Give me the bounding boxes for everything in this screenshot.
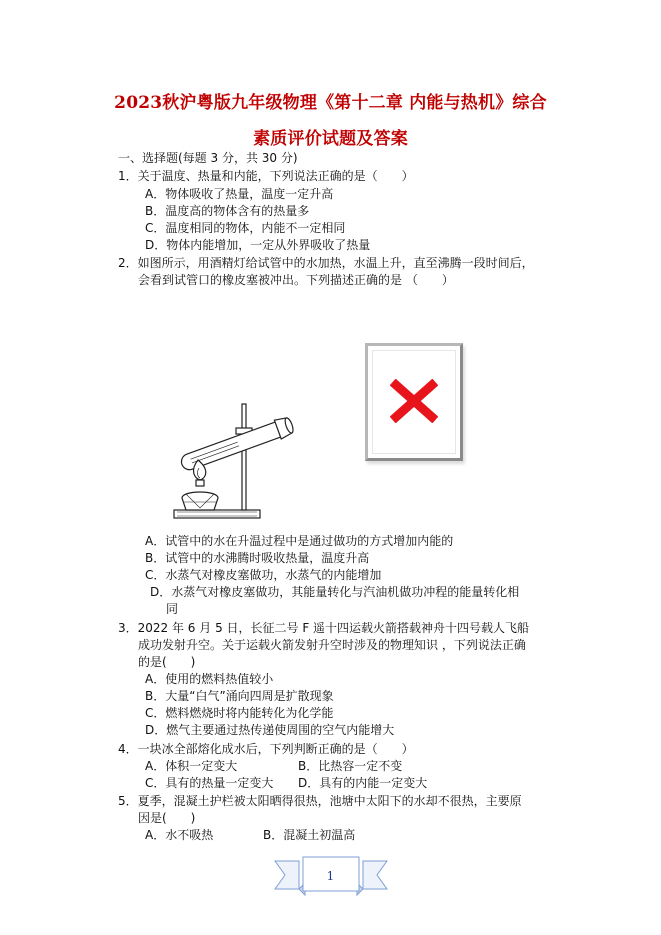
section-heading: 一、选择题(每题 3 分，共 30 分) [118,151,298,165]
red-x-icon [390,379,438,423]
question-2-option-d: D．水蒸气对橡皮塞做功，其能量转化与汽油机做功冲程的能量转化相 [150,585,520,599]
alcohol-lamp [182,480,218,510]
question-3-stem-line-2: 成功发射升空。关于运载火箭发射升空时涉及的物理知识 ，下列说法正确 [138,638,526,652]
question-4-option-b: B．比热容一定不变 [298,759,403,773]
question-3-stem-line-3: 的是( ) [138,655,196,669]
page-number: 1 [326,869,335,883]
document-title-line-2: 素质评价试题及答案 [253,129,408,149]
question-2-option-b: B．试管中的水沸腾时吸收热量，温度升高 [145,551,370,565]
question-4-option-d: D．具有的内能一定变大 [298,776,428,790]
broken-image-placeholder [365,343,463,461]
question-1-option-a: A．物体吸收了热量，温度一定升高 [145,187,334,201]
question-5-option-a: A．水不吸热 [145,828,214,842]
question-4-stem: 4．一块冰全部熔化成水后，下列判断正确的是（ ） [118,742,414,756]
question-3-option-a: A．使用的燃料热值较小 [145,672,274,686]
apparatus-figure [168,398,298,523]
question-2-stem-line-1: 2．如图所示，用酒精灯给试管中的水加热，水温上升，直至沸腾一段时间后， [118,256,534,270]
stand-rod [242,404,246,510]
question-1-option-d: D．物体内能增加，一定从外界吸收了热量 [145,238,371,252]
question-4-option-a: A．体积一定变大 [145,759,238,773]
question-5-stem-line-1: 5．夏季，混凝土护栏被太阳晒得很热，池塘中太阳下的水却不很热，主要原 [118,794,522,808]
question-3-option-c: C．燃料燃烧时将内能转化为化学能 [145,706,334,720]
question-1-option-c: C．温度相同的物体，内能不一定相同 [145,221,346,235]
question-2-stem-line-2: 会看到试管口的橡皮塞被冲出。下列描述正确的是 （ ） [138,273,454,287]
question-3-option-b: B．大量“白气”涌向四周是扩散现象 [145,689,334,703]
question-1-stem: 1．关于温度、热量和内能，下列说法正确的是（ ） [118,169,414,183]
question-1-option-b: B．温度高的物体含有的热量多 [145,204,310,218]
document-title-line-1: 2023秋沪粤版九年级物理《第十二章 内能与热机》综合 [114,93,547,113]
question-2-option-a: A．试管中的水在升温过程中是通过做功的方式增加内能的 [145,534,454,548]
question-3-option-d: D．燃气主要通过热传递使周围的空气内能增大 [145,723,395,737]
question-3-stem-line-1: 3．2022 年 6 月 5 日，长征二号 F 遥十四运载火箭搭载神舟十四号载人飞船 [118,621,530,635]
question-5-stem-line-2: 因是( ) [138,811,196,825]
question-4-option-c: C．具有的热量一定变大 [145,776,274,790]
question-5-option-b: B．混凝土初温高 [263,828,356,842]
question-2-option-d-continued: 同 [166,602,179,616]
stand-base [174,510,260,518]
question-2-option-c: C．水蒸气对橡皮塞做功，水蒸气的内能增加 [145,568,382,582]
